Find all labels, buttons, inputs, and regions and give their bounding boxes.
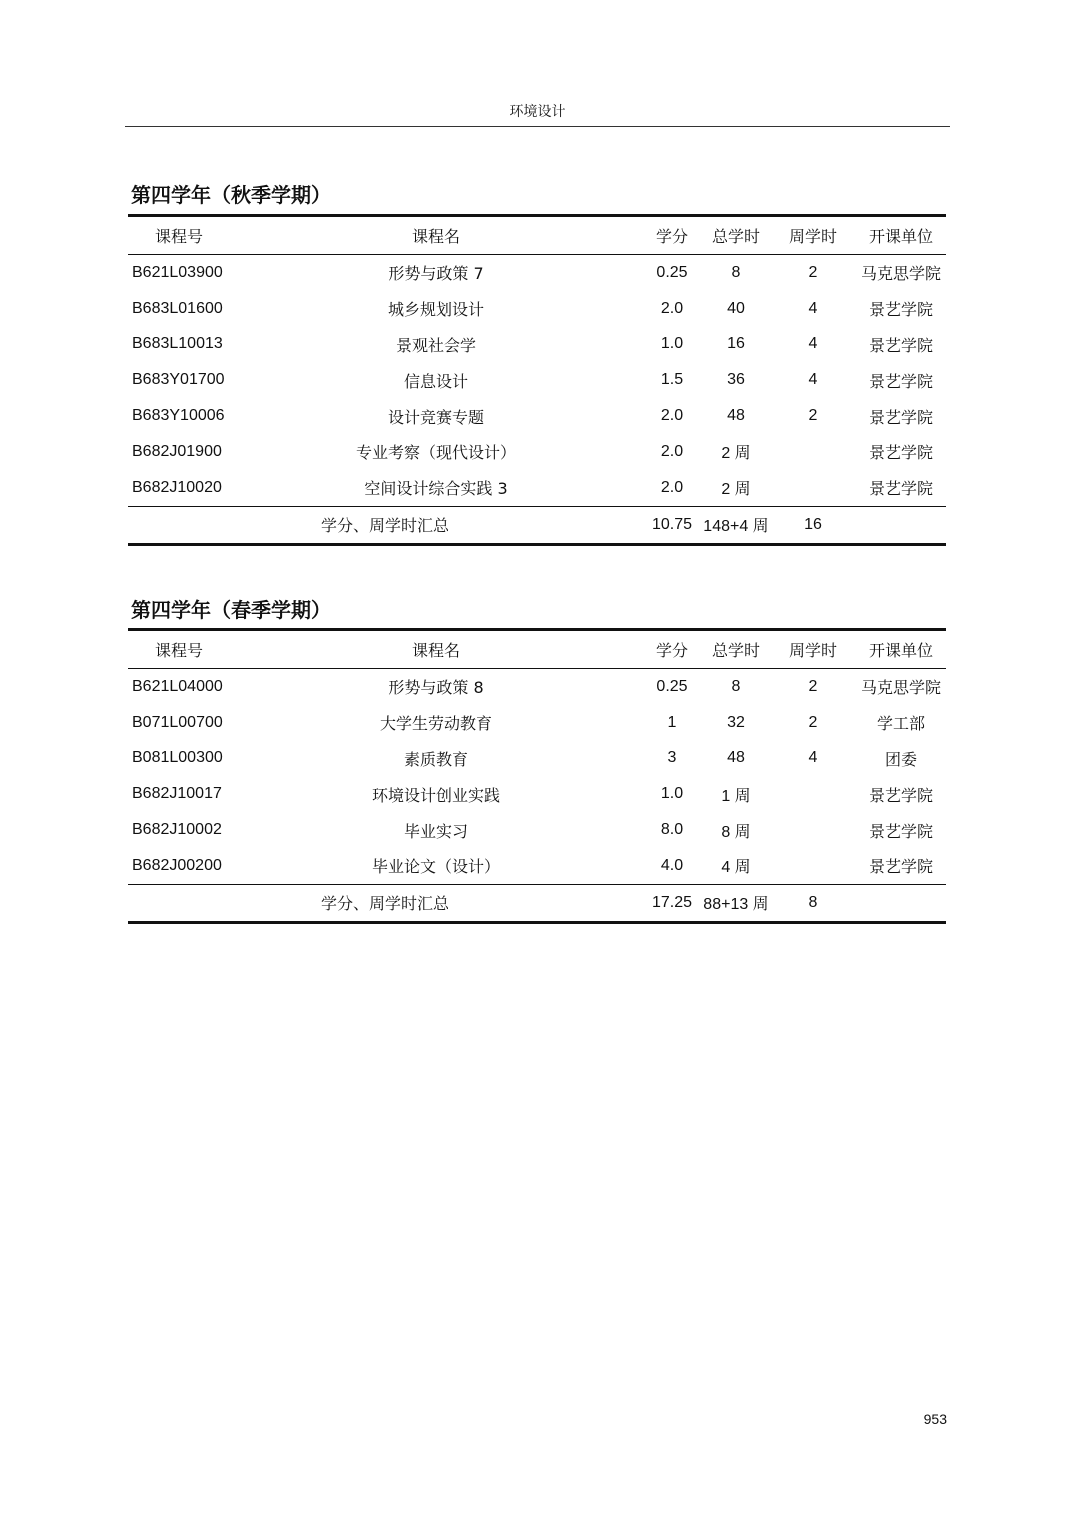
header-title: 环境设计 xyxy=(509,104,566,120)
course-weekly-hours xyxy=(770,848,856,884)
course-credits: 1.0 xyxy=(660,335,684,353)
table-row xyxy=(128,812,946,848)
table-row xyxy=(128,255,946,291)
course-weekly-hours xyxy=(770,434,856,470)
summary-credits: 10.75 xyxy=(642,506,702,544)
course-code: B683Y01700 xyxy=(132,371,225,389)
course-unit: 马克思学院 xyxy=(860,678,941,698)
course-weekly-hours: 4 xyxy=(808,371,818,389)
column-header-name: 课程名 xyxy=(230,216,642,255)
course-weekly-hours xyxy=(770,470,856,506)
course-name: 专业考察（现代设计） xyxy=(355,443,516,463)
fall-course-table xyxy=(128,214,946,546)
course-name: 素质教育 xyxy=(403,749,468,769)
table-row xyxy=(128,848,946,884)
table-row xyxy=(128,741,946,777)
course-weekly-hours: 4 xyxy=(808,299,818,317)
course-hours: 8 周 xyxy=(721,823,751,841)
course-code: B071L00700 xyxy=(132,713,223,731)
course-unit: 景艺学院 xyxy=(868,335,933,355)
course-hours: 1 周 xyxy=(721,787,751,805)
course-credits: 8.0 xyxy=(660,821,684,839)
summary-weekly-hours: 8 xyxy=(770,884,856,922)
column-header-hours: 总学时 xyxy=(702,216,770,255)
page-header xyxy=(125,102,950,127)
course-unit: 景艺学院 xyxy=(868,300,933,320)
summary-weekly-hours: 16 xyxy=(770,506,856,544)
course-credits: 2.0 xyxy=(660,299,684,317)
table-row xyxy=(128,291,946,327)
course-name: 毕业论文（设计） xyxy=(371,857,500,877)
course-unit: 景艺学院 xyxy=(868,407,933,427)
column-header-weekly: 周学时 xyxy=(770,630,856,669)
course-name: 设计竞赛专题 xyxy=(387,407,484,427)
course-weekly-hours: 2 xyxy=(808,263,818,281)
course-name: 景观社会学 xyxy=(395,335,476,355)
table-row xyxy=(128,362,946,398)
column-header-code: 课程号 xyxy=(128,216,230,255)
summary-label: 学分、周学时汇总 xyxy=(128,884,642,922)
course-code: B621L04000 xyxy=(132,677,223,695)
course-code: B682J01900 xyxy=(132,442,222,460)
course-weekly-hours xyxy=(770,776,856,812)
page-number: 953 xyxy=(923,1411,947,1427)
course-hours: 40 xyxy=(727,299,745,317)
course-name: 信息设计 xyxy=(403,371,468,391)
course-weekly-hours: 2 xyxy=(808,407,818,425)
course-hours: 48 xyxy=(727,749,745,767)
course-unit: 景艺学院 xyxy=(868,371,933,391)
column-header-name: 课程名 xyxy=(230,630,642,669)
course-unit: 团委 xyxy=(884,749,917,769)
course-credits: 4.0 xyxy=(660,856,684,874)
table-row xyxy=(128,434,946,470)
course-hours: 32 xyxy=(727,713,745,731)
column-header-credits: 学分 xyxy=(642,216,702,255)
course-hours: 8 xyxy=(731,677,741,695)
column-header-hours: 总学时 xyxy=(702,630,770,669)
fall-semester-title: 第四学年（秋季学期） xyxy=(131,183,331,207)
course-hours: 48 xyxy=(727,407,745,425)
course-hours: 8 xyxy=(731,263,741,281)
course-weekly-hours xyxy=(770,812,856,848)
course-name: 形势与政策 7 xyxy=(388,264,484,284)
course-code: B621L03900 xyxy=(132,263,223,281)
course-name: 毕业实习 xyxy=(403,821,468,841)
course-unit: 景艺学院 xyxy=(868,821,933,841)
course-credits: 2.0 xyxy=(660,407,684,425)
course-weekly-hours: 2 xyxy=(808,677,818,695)
column-header-unit: 开课单位 xyxy=(856,216,946,255)
course-name: 大学生劳动教育 xyxy=(379,714,492,734)
spring-course-table xyxy=(128,628,946,924)
course-credits: 2.0 xyxy=(660,478,684,496)
course-hours: 4 周 xyxy=(721,859,751,877)
course-code: B682J00200 xyxy=(132,856,222,874)
summary-unit-empty xyxy=(856,506,946,544)
course-code: B682J10017 xyxy=(132,785,222,803)
course-hours: 2 周 xyxy=(721,445,751,463)
table-row xyxy=(128,669,946,705)
summary-unit-empty xyxy=(856,884,946,922)
column-header-weekly: 周学时 xyxy=(770,216,856,255)
column-header-unit: 开课单位 xyxy=(856,630,946,669)
table-header-row xyxy=(128,216,946,255)
course-hours: 2 周 xyxy=(721,481,751,499)
table-row xyxy=(128,776,946,812)
course-unit: 马克思学院 xyxy=(860,264,941,284)
summary-row xyxy=(128,506,946,544)
course-credits: 1.5 xyxy=(660,371,684,389)
course-name: 环境设计创业实践 xyxy=(371,785,500,805)
course-credits: 0.25 xyxy=(656,263,688,281)
table-row xyxy=(128,398,946,434)
course-credits: 3 xyxy=(667,749,677,767)
table-header-row xyxy=(128,630,946,669)
course-weekly-hours: 4 xyxy=(808,335,818,353)
course-code: B682J10020 xyxy=(132,478,222,496)
course-code: B683L01600 xyxy=(132,299,223,317)
column-header-code: 课程号 xyxy=(128,630,230,669)
course-credits: 1.0 xyxy=(660,785,684,803)
course-code: B682J10002 xyxy=(132,821,222,839)
course-hours: 36 xyxy=(727,371,745,389)
table-row xyxy=(128,470,946,506)
course-name: 空间设计综合实践 3 xyxy=(364,479,508,499)
course-weekly-hours: 2 xyxy=(808,713,818,731)
course-code: B683Y10006 xyxy=(132,407,225,425)
course-credits: 1 xyxy=(667,713,677,731)
summary-label: 学分、周学时汇总 xyxy=(128,506,642,544)
summary-row xyxy=(128,884,946,922)
course-unit: 景艺学院 xyxy=(868,857,933,877)
course-code: B081L00300 xyxy=(132,749,223,767)
spring-semester-title: 第四学年（春季学期） xyxy=(131,598,331,622)
course-unit: 景艺学院 xyxy=(868,479,933,499)
course-code: B683L10013 xyxy=(132,335,223,353)
course-weekly-hours: 4 xyxy=(808,749,818,767)
course-name: 城乡规划设计 xyxy=(387,300,484,320)
course-credits: 2.0 xyxy=(660,442,684,460)
course-unit: 学工部 xyxy=(876,714,925,734)
course-hours: 16 xyxy=(727,335,745,353)
course-unit: 景艺学院 xyxy=(868,785,933,805)
course-name: 形势与政策 8 xyxy=(388,678,484,698)
course-credits: 0.25 xyxy=(656,677,688,695)
summary-credits: 17.25 xyxy=(642,884,702,922)
table-row xyxy=(128,327,946,363)
summary-hours: 88+13 周 xyxy=(702,884,770,922)
table-row xyxy=(128,705,946,741)
course-unit: 景艺学院 xyxy=(868,443,933,463)
summary-hours: 148+4 周 xyxy=(702,506,770,544)
column-header-credits: 学分 xyxy=(642,630,702,669)
